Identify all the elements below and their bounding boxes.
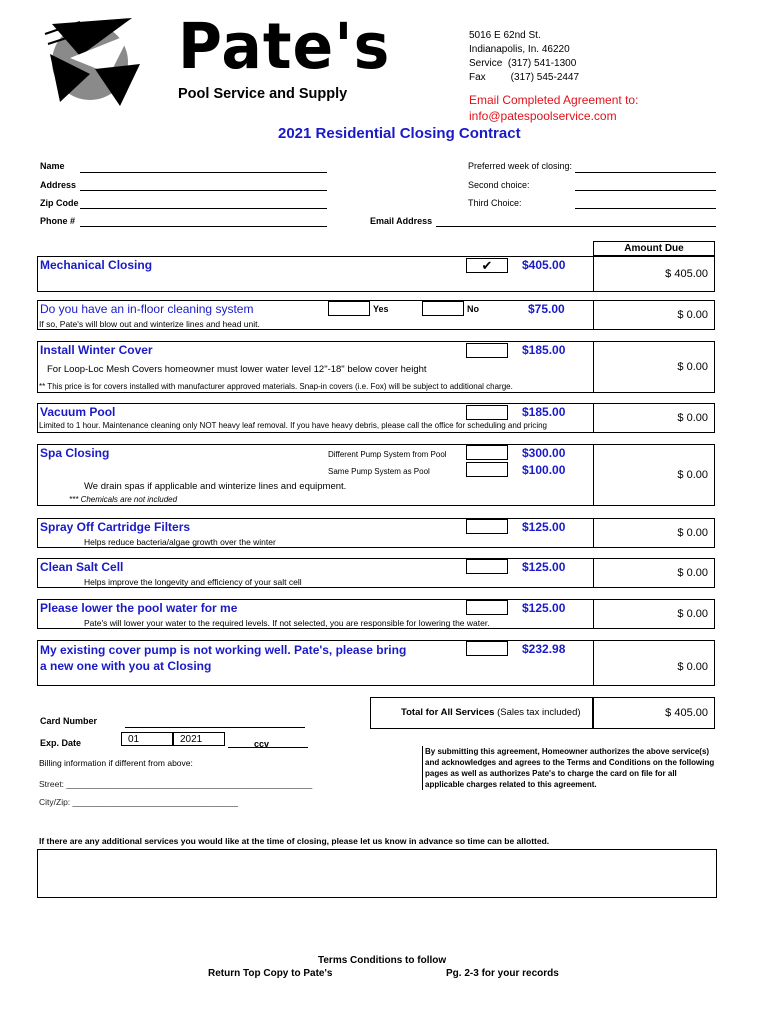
street-field[interactable]: Street: ____________________________________________________: [39, 779, 313, 789]
in-floor-title: Do you have an in-floor cleaning system: [40, 302, 254, 316]
vacuum-pool-checkbox[interactable]: [466, 405, 508, 420]
mechanical-closing-checkbox[interactable]: ✔: [466, 258, 508, 273]
second-choice-field[interactable]: [575, 190, 716, 191]
clean-salt-cell-title: Clean Salt Cell: [40, 560, 124, 574]
vacuum-pool-amount: $ 0.00: [593, 403, 715, 433]
logo-tagline: Pool Service and Supply: [178, 86, 348, 102]
phone-label: Phone #: [40, 216, 76, 226]
vacuum-pool-note: Limited to 1 hour. Maintenance cleaning only NOT heavy leaf removal. If you have heavy debris, please call the office for scheduling and pricing: [39, 421, 547, 430]
lower-water-price: $125.00: [522, 601, 566, 615]
spray-off-filters-note: Helps reduce bacteria/algae growth over the winter: [84, 537, 276, 547]
third-choice-label: Third Choice:: [468, 198, 522, 208]
in-floor-price: $75.00: [528, 302, 565, 316]
address-label: Address: [40, 180, 77, 190]
mechanical-closing-price: $405.00: [522, 258, 566, 272]
additional-services-textarea[interactable]: [37, 849, 717, 898]
mechanical-closing-title: Mechanical Closing: [40, 258, 153, 272]
in-floor-no-label: No: [467, 304, 479, 314]
zip-label: Zip Code: [40, 198, 79, 208]
address-field[interactable]: [80, 190, 327, 191]
return-copy-footer: Return Top Copy to Pate's: [208, 968, 333, 979]
authorization-text: By submitting this agreement, Homeowner authorizes the above service(s) and acknowledges and agrees to the Terms and Conditions on the following pages as well as authorizes Pate's to charge the card on file for all applicable charges related to this agreement.: [422, 746, 718, 790]
total-label-tax: (Sales tax included): [497, 707, 581, 718]
cover-pump-price: $232.98: [522, 642, 566, 656]
exp-year-field[interactable]: 2021: [173, 732, 225, 746]
spa-closing-title: Spa Closing: [40, 446, 110, 460]
total-amount: $ 405.00: [593, 697, 715, 729]
phone-field[interactable]: [80, 226, 327, 227]
exp-month-field[interactable]: 01: [121, 732, 173, 746]
winter-cover-title: Install Winter Cover: [40, 343, 153, 357]
email-field[interactable]: [436, 226, 716, 227]
cover-pump-title-line1: My existing cover pump is not working well. Pate's, please bring: [40, 643, 407, 657]
logo: [40, 10, 391, 106]
email-notice-address[interactable]: info@patespoolservice.com: [469, 109, 617, 123]
address-fax: Fax (317) 545-2447: [469, 72, 580, 83]
clean-salt-cell-note: Helps improve the longevity and efficiency of your salt cell: [84, 577, 302, 587]
total-label-main: Total for All Services: [401, 707, 495, 718]
pref-week-label: Preferred week of closing:: [468, 161, 573, 171]
company-address: [469, 29, 579, 85]
third-choice-field[interactable]: [575, 208, 716, 209]
ccv-field[interactable]: [228, 747, 308, 748]
winter-cover-note: For Loop-Loc Mesh Covers homeowner must lower water level 12"-18" below cover height: [47, 364, 427, 375]
spa-closing-amount: $ 0.00: [593, 444, 715, 506]
lower-water-checkbox[interactable]: [466, 600, 508, 615]
cover-pump-title-line2: a new one with you at Closing: [40, 659, 212, 673]
address-city: Indianapolis, In. 46220: [469, 44, 570, 55]
spa-closing-note2: *** Chemicals are not included: [69, 495, 178, 504]
pref-week-field[interactable]: [575, 172, 716, 173]
name-field[interactable]: [80, 172, 327, 173]
address-street: 5016 E 62nd St.: [469, 30, 541, 41]
in-floor-no-checkbox[interactable]: [422, 301, 464, 316]
cover-pump-amount: $ 0.00: [593, 640, 715, 686]
records-footer: Pg. 2-3 for your records: [446, 968, 559, 979]
spa-option-same-label: Same Pump System as Pool: [328, 467, 430, 476]
spray-off-filters-title: Spray Off Cartridge Filters: [40, 520, 191, 534]
winter-cover-note2: ** This price is for covers installed with manufacturer approved materials. Snap-in covers (i.e. Fox) will be subject to additional charge.: [39, 382, 513, 391]
logo-brand: Pate's: [178, 10, 391, 84]
spa-option-different-checkbox[interactable]: [466, 445, 508, 460]
spa-option-different-price: $300.00: [522, 446, 566, 460]
clean-salt-cell-amount: $ 0.00: [593, 558, 715, 588]
name-label: Name: [40, 161, 65, 171]
ccv-label: ccv: [254, 739, 270, 749]
mechanical-closing-amount: $ 405.00: [593, 256, 715, 292]
email-notice: [469, 92, 638, 124]
address-service-phone: Service (317) 541-1300: [469, 58, 577, 69]
clean-salt-cell-checkbox[interactable]: [466, 559, 508, 574]
logo-graphic-icon: [40, 14, 180, 106]
in-floor-note: If so, Pate's will blow out and winterize lines and head unit.: [39, 319, 260, 329]
spray-off-filters-price: $125.00: [522, 520, 566, 534]
cover-pump-checkbox[interactable]: [466, 641, 508, 656]
zip-field[interactable]: [80, 208, 327, 209]
clean-salt-cell-price: $125.00: [522, 560, 566, 574]
spa-option-same-checkbox[interactable]: [466, 462, 508, 477]
additional-services-label: If there are any additional services you would like at the time of closing, please let us know in advance so time can be allotted.: [39, 836, 550, 846]
email-label: Email Address: [370, 216, 433, 226]
vacuum-pool-title: Vacuum Pool: [40, 405, 116, 419]
lower-water-amount: $ 0.00: [593, 599, 715, 629]
exp-date-label: Exp. Date: [40, 738, 82, 748]
page-title: 2021 Residential Closing Contract: [278, 125, 521, 142]
billing-label: Billing information if different from above:: [39, 758, 193, 768]
total-label: [401, 707, 581, 718]
winter-cover-checkbox[interactable]: [466, 343, 508, 358]
second-choice-label: Second choice:: [468, 180, 530, 190]
spa-option-different-label: Different Pump System from Pool: [328, 450, 447, 459]
cityzip-field[interactable]: City/Zip: ___________________________________: [39, 797, 238, 807]
spray-off-filters-checkbox[interactable]: [466, 519, 508, 534]
vacuum-pool-price: $185.00: [522, 405, 566, 419]
lower-water-title: Please lower the pool water for me: [40, 601, 238, 615]
amount-due-header: Amount Due: [593, 241, 715, 256]
card-number-field[interactable]: [125, 727, 305, 728]
email-notice-line1: Email Completed Agreement to:: [469, 93, 639, 107]
terms-footer: Terms Conditions to follow: [318, 955, 447, 966]
in-floor-amount: $ 0.00: [593, 300, 715, 330]
cover-pump-title: [40, 642, 406, 674]
spray-off-filters-amount: $ 0.00: [593, 518, 715, 548]
lower-water-note: Pate's will lower your water to the required levels. If not selected, you are responsible for lowering the water.: [84, 618, 490, 628]
spa-option-same-price: $100.00: [522, 463, 566, 477]
winter-cover-price: $185.00: [522, 343, 566, 357]
winter-cover-amount: $ 0.00: [593, 341, 715, 393]
in-floor-yes-checkbox[interactable]: [328, 301, 370, 316]
spa-closing-note: We drain spas if applicable and winterize lines and equipment.: [84, 481, 347, 492]
card-number-label: Card Number: [40, 716, 98, 726]
in-floor-yes-label: Yes: [373, 304, 389, 314]
